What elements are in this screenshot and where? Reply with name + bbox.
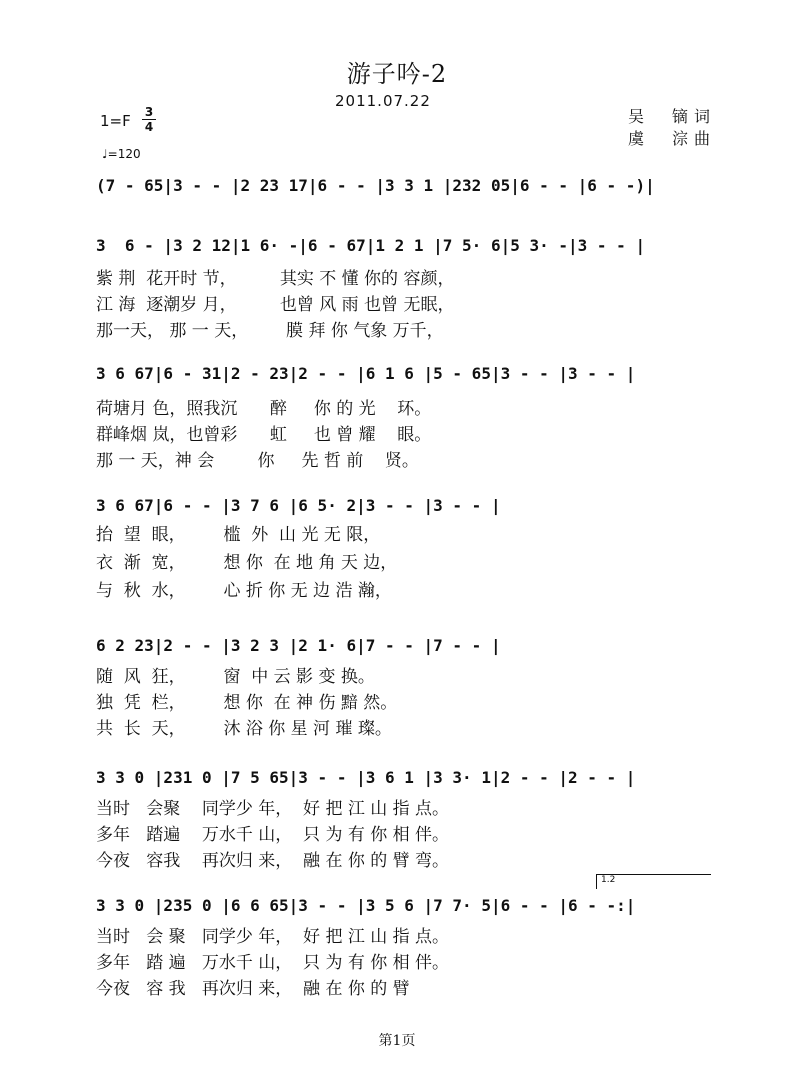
notation-line: 3 6 - |3 2 12|1 6· -|6 - 67|1 2 1 |7 5· 6|5 3· -|3 - - | <box>96 236 646 255</box>
lyric-line: 当时 会 聚 同学少 年， 好 把 江 山 指 点。 <box>96 927 450 947</box>
lyric-line: 随 风 狂， 窗 中 云 影 变 换。 <box>96 667 375 687</box>
lyric-line: 今夜 容 我 再次归 来， 融 在 你 的 臂 <box>96 979 410 999</box>
lyric-line: 紫 荆 花开时 节， 其实 不 懂 你的 容颜， <box>96 269 455 289</box>
lyric-line: 那 一 天，神 会 你 先 哲 前 贤。 <box>96 451 419 471</box>
song-title: 游子吟-2 <box>346 60 448 88</box>
score-system <box>0 228 794 341</box>
notation-line: 3 3 0 |231 0 |7 5 65|3 - - |3 6 1 |3 3· 1|2 - - |2 - - | <box>96 768 636 787</box>
notation-line: 3 6 67|6 - 31|2 - 23|2 - - |6 1 6 |5 - 65|3 - - |3 - - | <box>96 364 636 383</box>
score-system <box>0 875 794 1000</box>
lyric-line: 与 秋 水， 心 折 你 无 边 浩 瀚， <box>96 581 392 601</box>
date-line: 2011.07.22 <box>335 92 431 110</box>
tempo-marking: ♩=120 <box>102 147 141 161</box>
lyric-line: 江 海 逐潮岁 月， 也曾 风 雨 也曾 无眠， <box>96 295 455 315</box>
key-signature: 1=F <box>100 112 131 130</box>
lyricist-credit: 吴 镝词 <box>628 107 717 126</box>
lyric-line: 今夜 容我 再次归 来， 融 在 你 的 臂 弯。 <box>96 851 450 871</box>
page-number: 第1页 <box>378 1033 416 1049</box>
lyric-line: 那一天， 那 一 天， 膜 拜 你 气象 万千， <box>96 321 444 341</box>
lyric-line: 抬 望 眼， 槛 外 山 光 无 限， <box>96 525 381 545</box>
lyric-line: 当时 会聚 同学少 年， 好 把 江 山 指 点。 <box>96 799 450 819</box>
notation-line: 3 6 67|6 - - |3 7 6 |6 5· 2|3 - - |3 - - | <box>96 496 501 515</box>
lyric-line: 共 长 天， 沐 浴 你 星 河 璀 璨。 <box>96 719 392 739</box>
notation-line: 6 2 23|2 - - |3 2 3 |2 1· 6|7 - - |7 - - | <box>96 636 501 655</box>
lyric-line: 群峰烟 岚，也曾彩 虹 也 曾 耀 眼。 <box>96 425 432 445</box>
score-system <box>0 490 794 600</box>
composer-credit: 虞 淙曲 <box>628 129 717 148</box>
lyric-line: 衣 渐 宽， 想 你 在 地 角 天 边， <box>96 553 398 573</box>
lyric-line: 多年 踏 遍 万水千 山， 只 为 有 你 相 伴。 <box>96 953 450 973</box>
time-signature <box>142 106 156 133</box>
notation-line: (7 - 65|3 - - |2 23 17|6 - - |3 3 1 |232 05|6 - - |6 - -)| <box>96 176 655 195</box>
score-system <box>0 356 794 471</box>
notation-line: 3 3 0 |235 0 |6 6 65|3 - - |3 5 6 |7 7· 5|6 - - |6 - -:| <box>96 896 636 915</box>
meter-top: 3 <box>144 105 154 119</box>
lyric-line: 多年 踏遍 万水千 山， 只 为 有 你 相 伴。 <box>96 825 450 845</box>
score-system <box>0 630 794 740</box>
volta-label: 1.2 <box>601 875 616 885</box>
lyric-line: 独 凭 栏， 想 你 在 神 伤 黯 然。 <box>96 693 398 713</box>
meter-bottom: 4 <box>144 120 154 134</box>
score-system-intro <box>0 168 794 208</box>
volta-bracket <box>596 874 711 889</box>
lyric-line: 荷塘月 色，照我沉 醉 你 的 光 环。 <box>96 399 432 419</box>
score-system <box>0 762 794 872</box>
